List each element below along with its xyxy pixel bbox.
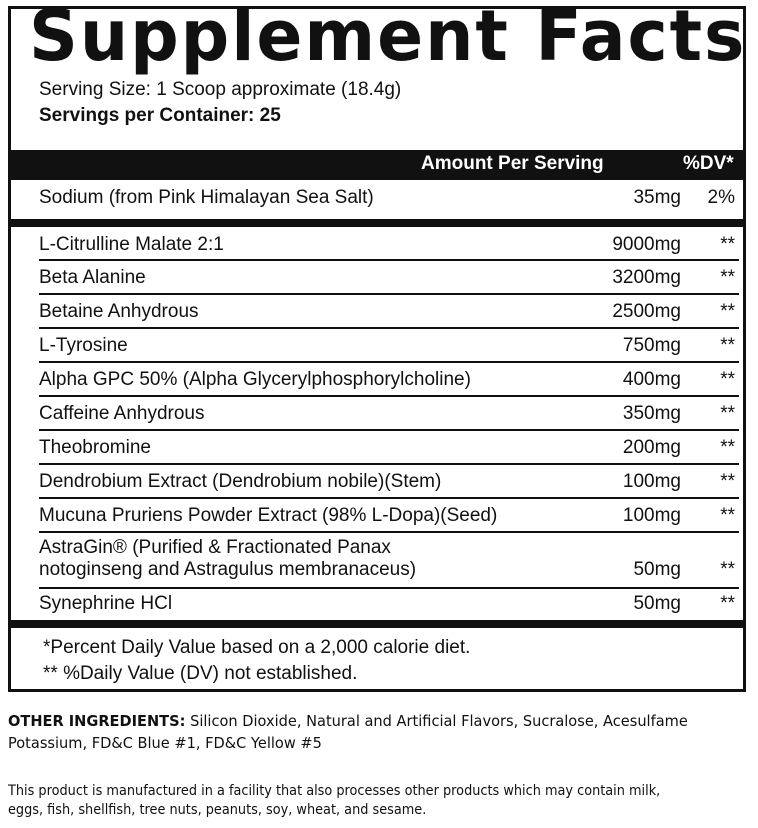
ingredient-amount: 200mg <box>622 437 681 458</box>
ingredient-amount: 100mg <box>622 471 681 492</box>
footnote-percent-dv: *Percent Daily Value based on a 2,000 calorie diet. <box>43 637 471 658</box>
servings-per-container: Servings per Container: 25 <box>39 105 281 126</box>
dv-header-label: %DV* <box>683 153 734 174</box>
ingredient-amount: 2500mg <box>612 301 681 322</box>
ingredient-amount: 400mg <box>622 369 681 390</box>
ingredient-dv: ** <box>720 301 735 322</box>
allergen-statement: This product is manufactured in a facility that also processes other products which may contain milk, eggs, fish, shellfish, tree nuts, peanuts, soy, wheat, and sesame. <box>8 783 661 818</box>
supplement-facts-panel <box>8 0 747 692</box>
other-ingredients <box>8 710 705 754</box>
nutrient-amount: 35mg <box>633 187 681 208</box>
footnote-not-established: ** %Daily Value (DV) not established. <box>43 663 358 684</box>
ingredient-amount: 9000mg <box>612 234 681 255</box>
ingredient-name: Beta Alanine <box>39 267 146 288</box>
serving-size: Serving Size: 1 Scoop approximate (18.4g) <box>39 79 402 100</box>
ingredient-row <box>39 537 739 585</box>
ingredient-dv: ** <box>720 335 735 356</box>
ingredient-dv: ** <box>720 234 735 255</box>
ingredient-name: Betaine Anhydrous <box>39 301 199 322</box>
ingredient-amount: 3200mg <box>612 267 681 288</box>
ingredient-name-line1: AstraGin® (Purified & Fractionated Panax <box>39 537 391 558</box>
row-separator <box>39 293 739 295</box>
other-ingredients-text: Silicon Dioxide, Natural and Artificial Flavors, Sucralose, Acesulfame Potassium, FD&C Blue #1, FD&C Yellow #5 <box>8 712 688 752</box>
ingredient-name: L-Tyrosine <box>39 335 128 356</box>
ingredient-dv: ** <box>720 559 735 580</box>
row-separator <box>39 497 739 499</box>
row-separator <box>39 259 739 261</box>
ingredient-name: L-Citrulline Malate 2:1 <box>39 234 224 255</box>
ingredient-name: Mucuna Pruriens Powder Extract (98% L-Dopa)(Seed) <box>39 505 498 526</box>
ingredient-name: Synephrine HCl <box>39 593 173 614</box>
ingredient-dv: ** <box>720 437 735 458</box>
ingredient-dv: ** <box>720 369 735 390</box>
ingredient-dv: ** <box>720 505 735 526</box>
ingredient-name: Alpha GPC 50% (Alpha Glycerylphosphorylcholine) <box>39 369 471 390</box>
row-separator <box>39 587 739 589</box>
row-separator <box>39 429 739 431</box>
ingredient-name-line2: notoginseng and Astragulus membranaceus) <box>39 559 417 580</box>
nutrient-dv: 2% <box>707 187 735 208</box>
ingredient-amount: 50mg <box>633 593 681 614</box>
panel-title: Supplement Facts <box>29 0 747 77</box>
ingredient-dv: ** <box>720 593 735 614</box>
other-ingredients-label: OTHER INGREDIENTS: <box>8 712 186 730</box>
ingredient-name: Dendrobium Extract (Dendrobium nobile)(Stem) <box>39 471 442 492</box>
ingredient-amount: 750mg <box>622 335 681 356</box>
ingredient-amount: 50mg <box>633 559 681 580</box>
row-separator <box>39 395 739 397</box>
row-separator <box>39 463 739 465</box>
ingredient-name: Theobromine <box>39 437 151 458</box>
ingredient-name: Caffeine Anhydrous <box>39 403 205 424</box>
ingredient-dv: ** <box>720 267 735 288</box>
amount-per-serving-label: Amount Per Serving <box>421 153 604 174</box>
amount-header-bar <box>11 150 743 180</box>
ingredient-amount: 350mg <box>622 403 681 424</box>
ingredient-amount: 100mg <box>622 505 681 526</box>
section-divider <box>11 219 743 227</box>
ingredient-dv: ** <box>720 471 735 492</box>
row-separator <box>39 531 739 533</box>
section-divider <box>11 620 743 628</box>
row-separator <box>39 327 739 329</box>
ingredient-dv: ** <box>720 403 735 424</box>
nutrient-name: Sodium (from Pink Himalayan Sea Salt) <box>39 187 374 208</box>
row-separator <box>39 361 739 363</box>
